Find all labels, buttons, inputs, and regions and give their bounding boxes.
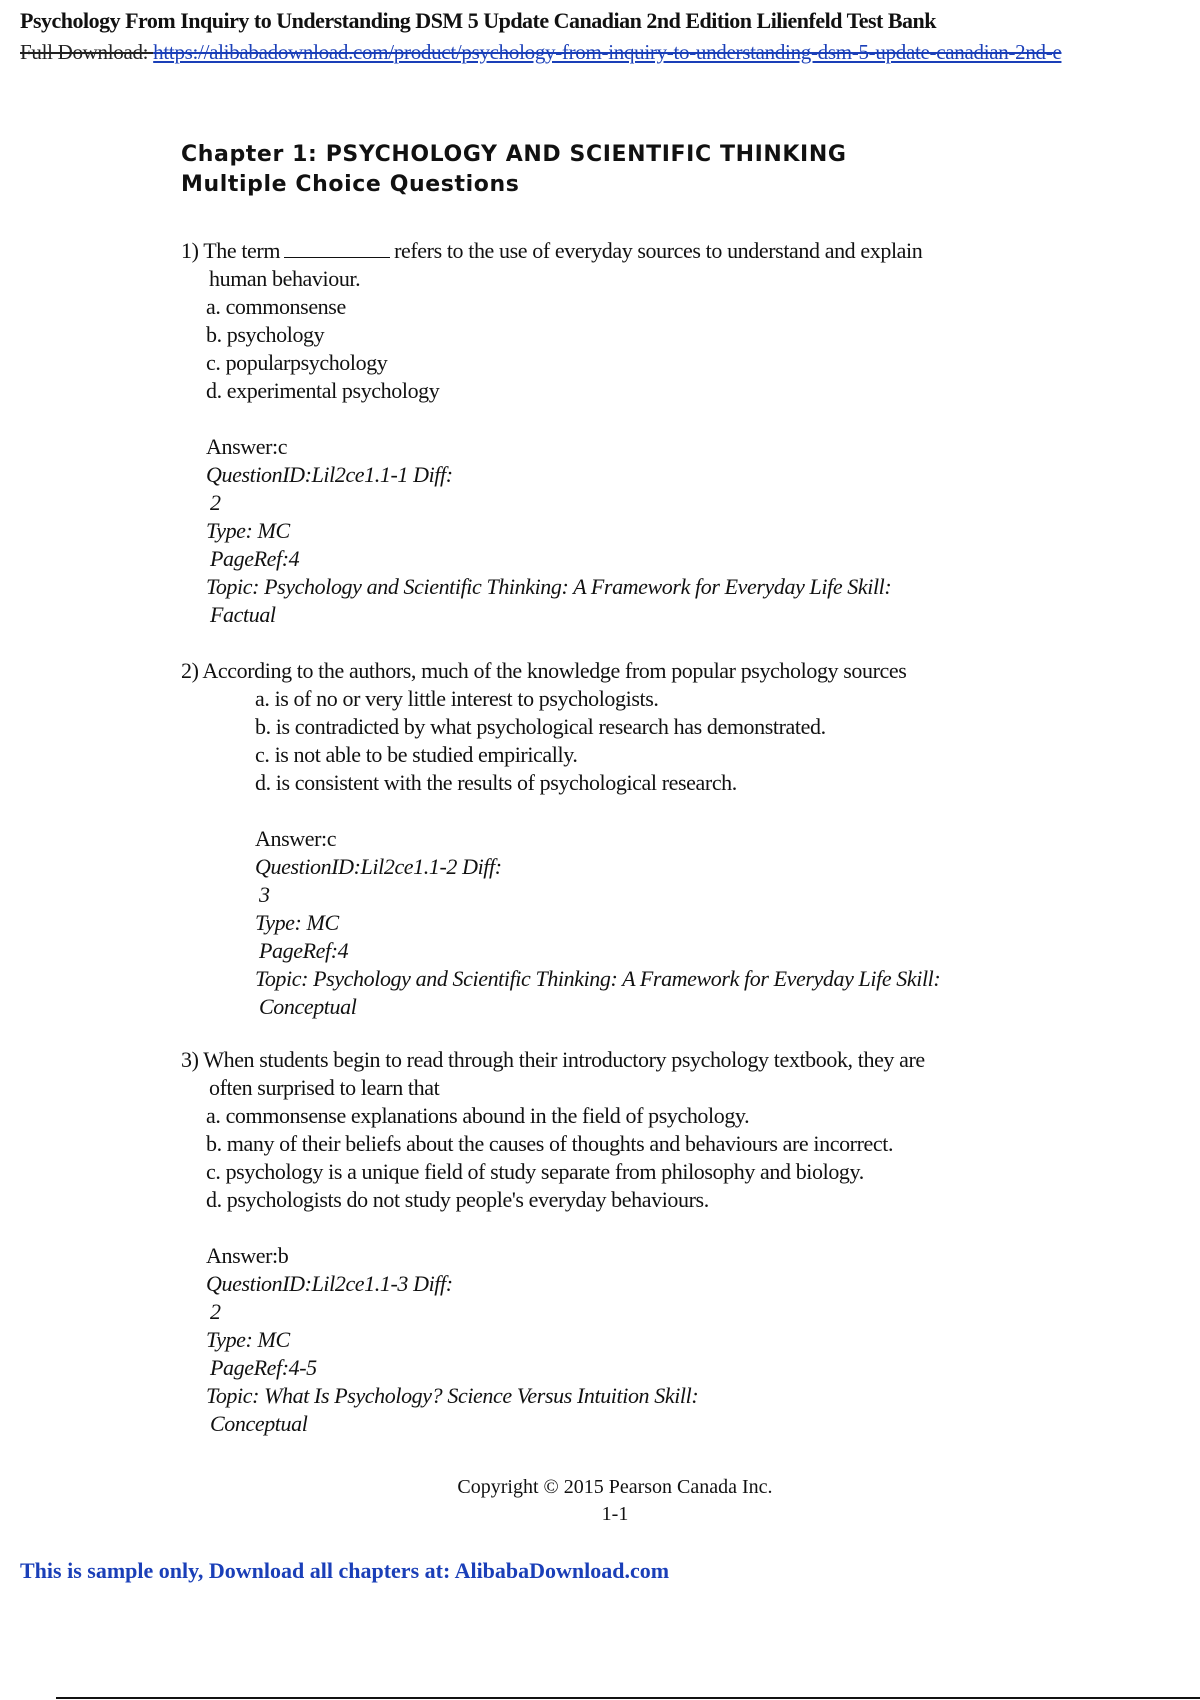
question-2 bbox=[181, 657, 940, 1021]
option-b: b. psychology bbox=[206, 322, 325, 347]
download-link[interactable]: https://alibabadownload.com/product/psychology-from-inquiry-to-understanding-dsm-5-update-canadian-2nd-e bbox=[153, 40, 1062, 64]
page-number: 1-1 bbox=[601, 1503, 629, 1525]
download-line bbox=[20, 40, 1200, 65]
answer-meta bbox=[206, 1242, 925, 1438]
question-id: QuestionID:Lil2ce1.1-2 Diff: bbox=[255, 854, 502, 879]
option-b: b. many of their beliefs about the causes of thoughts and behaviours are incorrect. bbox=[206, 1131, 894, 1156]
download-prefix: Full Download: bbox=[20, 40, 154, 64]
topic: Topic: Psychology and Scientific Thinking: A Framework for Everyday Life Skill: bbox=[255, 966, 941, 991]
page-footer bbox=[0, 1474, 1200, 1528]
options-list bbox=[206, 293, 922, 405]
option-b: b. is contradicted by what psychological research has demonstrated. bbox=[255, 714, 826, 739]
skill: Conceptual bbox=[259, 994, 357, 1019]
question-stem: 2) According to the authors, much of the knowledge from popular psychology sources bbox=[181, 658, 907, 683]
option-d: d. is consistent with the results of psychological research. bbox=[255, 770, 737, 795]
stem-text: 1) The term bbox=[181, 238, 281, 263]
skill: Factual bbox=[210, 602, 276, 627]
stem-continuation: human behaviour. bbox=[209, 266, 361, 291]
options-list bbox=[206, 1102, 925, 1214]
answer: Answer:b bbox=[206, 1243, 289, 1268]
option-d: d. experimental psychology bbox=[206, 378, 440, 403]
option-a: a. commonsense explanations abound in the field of psychology. bbox=[206, 1103, 750, 1128]
difficulty: 2 bbox=[210, 1299, 221, 1324]
option-d: d. psychologists do not study people's everyday behaviours. bbox=[206, 1187, 709, 1212]
answer-meta bbox=[255, 825, 940, 1021]
page-ref: PageRef:4 bbox=[210, 546, 300, 571]
fill-in-blank bbox=[284, 237, 390, 258]
stem-text: refers to the use of everyday sources to understand and explain bbox=[394, 238, 923, 263]
option-a: a. is of no or very little interest to psychologists. bbox=[255, 686, 659, 711]
stem-continuation: often surprised to learn that bbox=[209, 1075, 440, 1100]
skill: Conceptual bbox=[210, 1411, 308, 1436]
chapter-subtitle: Multiple Choice Questions bbox=[181, 172, 520, 197]
chapter-title: Chapter 1: PSYCHOLOGY AND SCIENTIFIC THINKING bbox=[181, 142, 847, 167]
question-id: QuestionID:Lil2ce1.1-3 Diff: bbox=[206, 1271, 453, 1296]
page-ref: PageRef:4-5 bbox=[210, 1355, 317, 1380]
sample-notice-link[interactable]: This is sample only, Download all chapters at: AlibabaDownload.com bbox=[20, 1558, 670, 1583]
document-header-title: Psychology From Inquiry to Understanding DSM 5 Update Canadian 2nd Edition Lilienfeld Test Bank bbox=[20, 8, 937, 33]
bottom-divider bbox=[56, 1697, 1200, 1699]
topic: Topic: Psychology and Scientific Thinking: A Framework for Everyday Life Skill: bbox=[206, 574, 892, 599]
difficulty: 3 bbox=[259, 882, 270, 907]
option-c: c. popularpsychology bbox=[206, 350, 388, 375]
options-list bbox=[255, 685, 940, 797]
option-a: a. commonsense bbox=[206, 294, 346, 319]
option-c: c. psychology is a unique field of study separate from philosophy and biology. bbox=[206, 1159, 864, 1184]
question-type: Type: MC bbox=[206, 518, 290, 543]
question-type: Type: MC bbox=[255, 910, 339, 935]
chapter-heading bbox=[181, 140, 1081, 200]
question-stem bbox=[181, 237, 922, 265]
question-1 bbox=[181, 237, 922, 629]
page-ref: PageRef:4 bbox=[259, 938, 349, 963]
copyright-notice: Copyright © 2015 Pearson Canada Inc. bbox=[457, 1476, 773, 1498]
question-id: QuestionID:Lil2ce1.1-1 Diff: bbox=[206, 462, 453, 487]
answer-meta bbox=[206, 433, 922, 629]
answer: Answer:c bbox=[206, 434, 288, 459]
topic: Topic: What Is Psychology? Science Versus Intuition Skill: bbox=[206, 1383, 699, 1408]
question-stem: 3) When students begin to read through their introductory psychology textbook, they are bbox=[181, 1047, 925, 1072]
option-c: c. is not able to be studied empirically. bbox=[255, 742, 578, 767]
question-3 bbox=[181, 1046, 925, 1438]
answer: Answer:c bbox=[255, 826, 337, 851]
question-type: Type: MC bbox=[206, 1327, 290, 1352]
difficulty: 2 bbox=[210, 490, 221, 515]
